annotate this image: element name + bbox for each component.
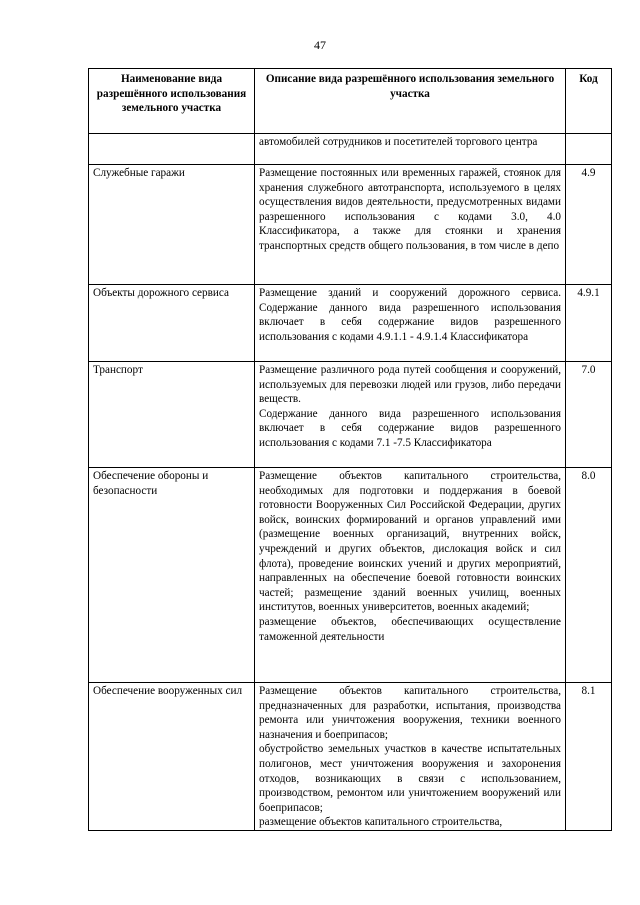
description-paragraph: обустройство земельных участков в качестве испытательных полигонов, мест уничтожения вооружения и захоронения отходов, возникающих в связи с использованием, производством, ремонтом или уничтожением вооружений или боеприпасов; — [259, 743, 561, 814]
description-paragraph: Размещение постоянных или временных гаражей, стоянок для хранения служебного автотранспорта, используемого в целях осуществления видов деятельности, предусмотренных видами разрешенного использования с кодами 3.0, 4.0 Классификатора, а также для стоянки и хранения транспортных средств общего пользования, в том числе в депо — [259, 167, 561, 252]
cell-name — [89, 134, 255, 165]
cell-description — [255, 362, 566, 468]
page-number: 47 — [314, 38, 326, 52]
description-paragraph: размещение объектов, обеспечивающих осуществление таможенной деятельности — [259, 615, 561, 643]
cell-code: 8.0 — [566, 468, 612, 683]
cell-code: 8.1 — [566, 683, 612, 831]
table-header-row — [89, 69, 612, 134]
description-paragraph: Размещение объектов капитального строительства, предназначенных для разработки, испытания, производства ремонта или уничтожения вооружения, техники военного назначения и боеприпасов; — [259, 685, 561, 741]
cell-code: 7.0 — [566, 362, 612, 468]
description-paragraph: Размещение зданий и сооружений дорожного сервиса. Содержание данного вида разрешенного использования включает в себя содержание видов разрешенного использования с кодами 4.9.1.1 - 4.9.1.4 Классификатора — [259, 287, 561, 343]
cell-description — [255, 468, 566, 683]
table-row — [89, 285, 612, 362]
cell-description — [255, 165, 566, 285]
cell-name: Транспорт — [89, 362, 255, 468]
cell-code: 4.9 — [566, 165, 612, 285]
cell-description — [255, 134, 566, 165]
table-row-continuation — [89, 134, 612, 165]
cell-name: Обеспечение вооруженных сил — [89, 683, 255, 831]
header-name: Наименование вида разрешённого использования земельного участка — [89, 69, 255, 134]
description-paragraph: размещение объектов капитального строительства, — [259, 816, 503, 829]
cell-code: 4.9.1 — [566, 285, 612, 362]
cell-name: Обеспечение обороны и безопасности — [89, 468, 255, 683]
description-paragraph: Размещение различного рода путей сообщения и сооружений, используемых для перевозки людей или грузов, либо передачи веществ. — [259, 364, 561, 406]
description-paragraph: автомобилей сотрудников и посетителей торгового центра — [259, 136, 538, 148]
table-row — [89, 683, 612, 831]
cell-name: Объекты дорожного сервиса — [89, 285, 255, 362]
cell-code — [566, 134, 612, 165]
cell-description — [255, 683, 566, 831]
cell-description — [255, 285, 566, 362]
description-paragraph: Размещение объектов капитального строительства, необходимых для подготовки и поддержания в боевой готовности Вооруженных Сил Российской Федерации, других войск, воинских формирований и органов управлений ими (размещение военных организаций, внутренних войск, учреждений и других объектов, дислокация войск и сил флота), проведение воинских учений и других мероприятий, направленных на обеспечение боевой готовности воинских частей; размещение зданий военных училищ, военных институтов, военных университетов, военных академий; — [259, 470, 561, 614]
header-code: Код — [566, 69, 612, 134]
table-row — [89, 165, 612, 285]
description-paragraph: Содержание данного вида разрешенного использования включает в себя содержание видов разрешенного использования с кодами 7.1 -7.5 Классификатора — [259, 407, 561, 449]
table-row — [89, 468, 612, 683]
land-use-table — [88, 68, 612, 831]
table-row — [89, 362, 612, 468]
header-description: Описание вида разрешённого использования земельного участка — [255, 69, 566, 134]
cell-name: Служебные гаражи — [89, 165, 255, 285]
